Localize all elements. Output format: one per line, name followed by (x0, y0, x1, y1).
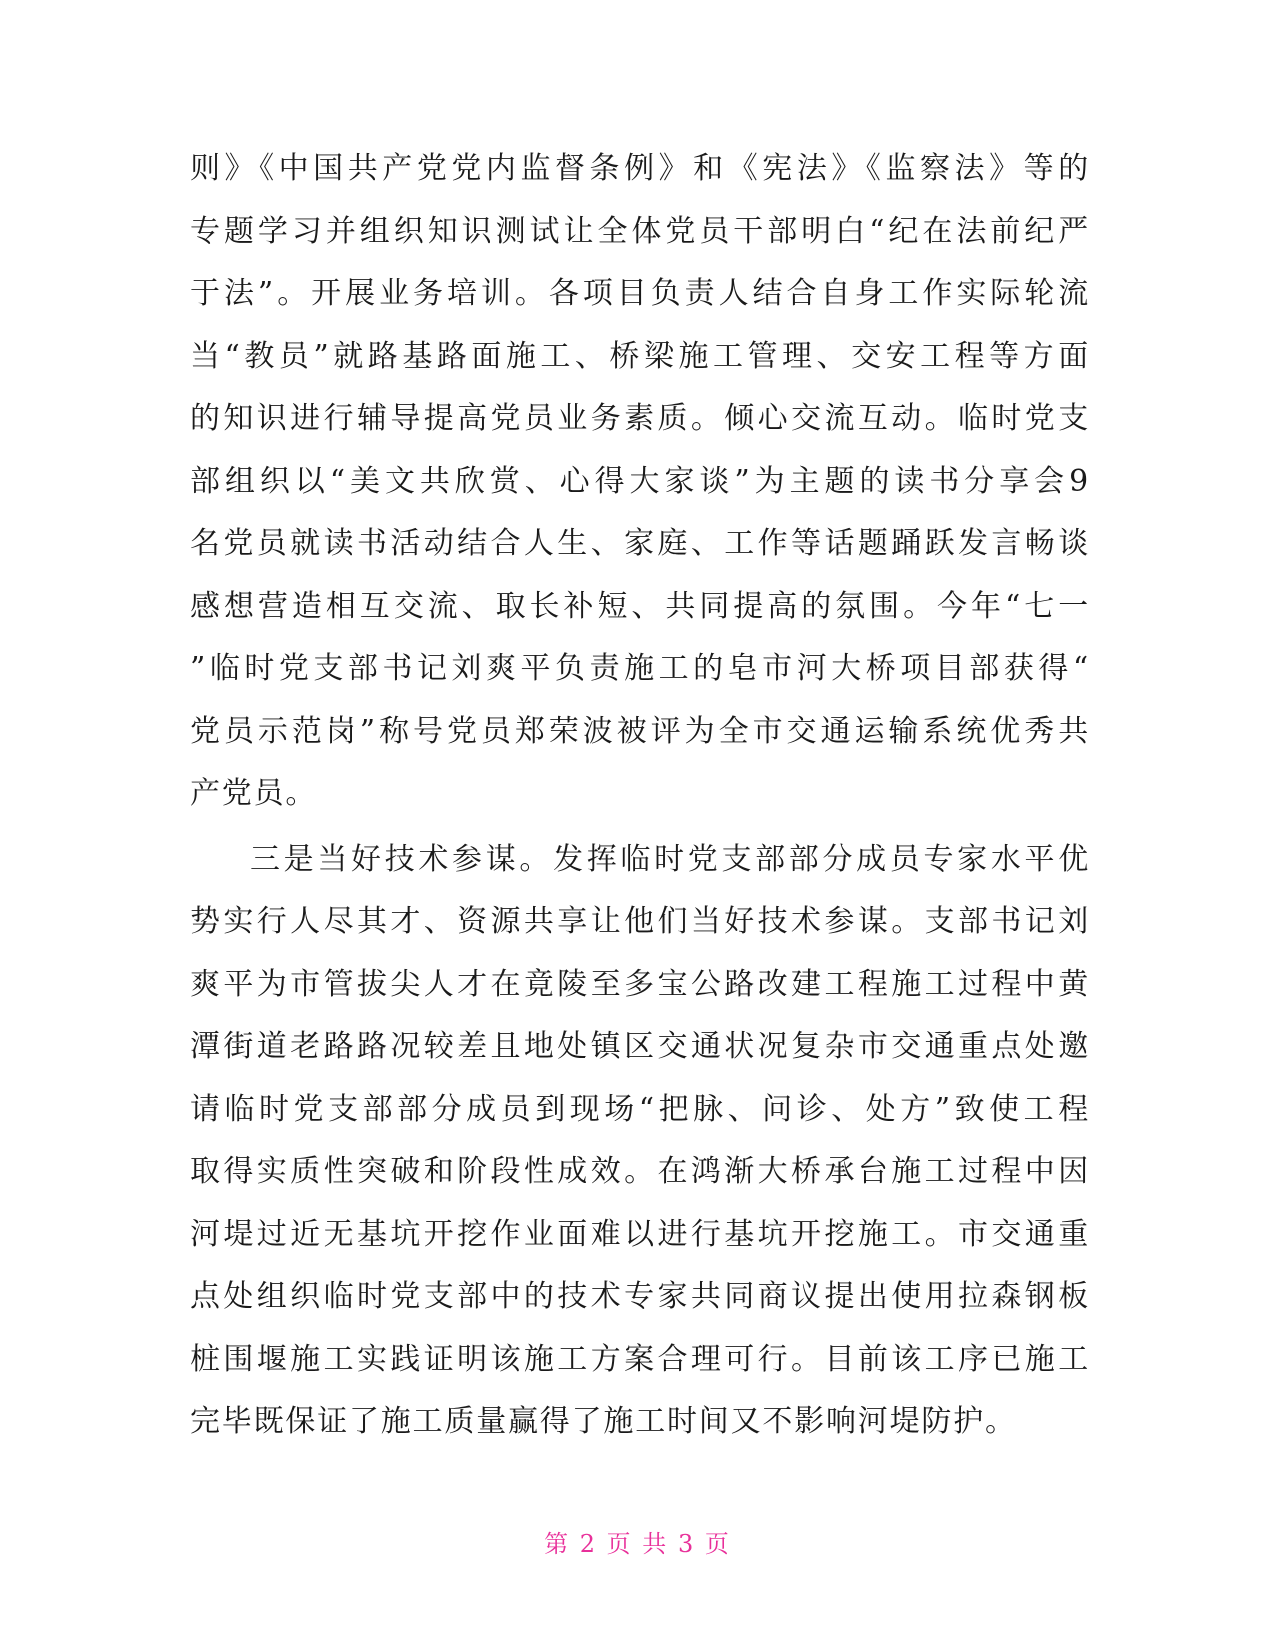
text-line: 部组织以“美文共欣赏、心得大家谈”为主题的读书分享会9 (190, 463, 1090, 499)
text-line: 的知识进行辅导提高党员业务素质。倾心交流互动。临时党支 (190, 401, 1090, 436)
text-line: 党员示范岗”称号党员郑荣波被评为全市交通运输系统优秀共 (190, 713, 1090, 749)
text-line: 点处组织临时党支部中的技术专家共同商议提出使用拉森钢板 (190, 1279, 1090, 1314)
text-line: 则》《中国共产党党内监督条例》和《宪法》《监察法》等的 (190, 151, 1090, 186)
text-line: 感想营造相互交流、取长补短、共同提高的氛围。今年“七一 (190, 588, 1090, 624)
text-line: ”临时党支部书记刘爽平负责施工的皂市河大桥项目部获得“ (190, 651, 1090, 686)
text-line: 爽平为市管拔尖人才在竟陵至多宝公路改建工程施工过程中黄 (190, 966, 1090, 1002)
document-body (190, 138, 1090, 1454)
text-line: 取得实质性突破和阶段性成效。在鸿渐大桥承台施工过程中因 (190, 1154, 1090, 1189)
text-line: 河堤过近无基坑开挖作业面难以进行基坑开挖施工。市交通重 (190, 1216, 1090, 1252)
text-line-paragraph-end: 产党员。 (190, 776, 318, 811)
text-line: 势实行人尽其才、资源共享让他们当好技术参谋。支部书记刘 (190, 904, 1090, 939)
page-number-label: 第 2 页 共 3 页 (544, 1530, 731, 1558)
text-line-paragraph-start: 三是当好技术参谋。发挥临时党支部部分成员专家水平优 (250, 841, 1090, 877)
page-footer (0, 1528, 1275, 1560)
text-line: 桩围堰施工实践证明该施工方案合理可行。目前该工序已施工 (190, 1341, 1090, 1377)
text-line: 当“教员”就路基路面施工、桥梁施工管理、交安工程等方面 (190, 338, 1090, 374)
text-line: 专题学习并组织知识测试让全体党员干部明白“纪在法前纪严 (190, 213, 1090, 249)
text-line: 潭街道老路路况较差且地处镇区交通状况复杂市交通重点处邀 (190, 1029, 1090, 1064)
text-line-paragraph-end: 完毕既保证了施工质量赢得了施工时间又不影响河堤防护。 (190, 1404, 1017, 1439)
text-line: 于法”。开展业务培训。各项目负责人结合自身工作实际轮流 (190, 276, 1090, 311)
text-line: 名党员就读书活动结合人生、家庭、工作等话题踊跃发言畅谈 (190, 526, 1090, 561)
text-line: 请临时党支部部分成员到现场“把脉、问诊、处方”致使工程 (190, 1091, 1090, 1127)
